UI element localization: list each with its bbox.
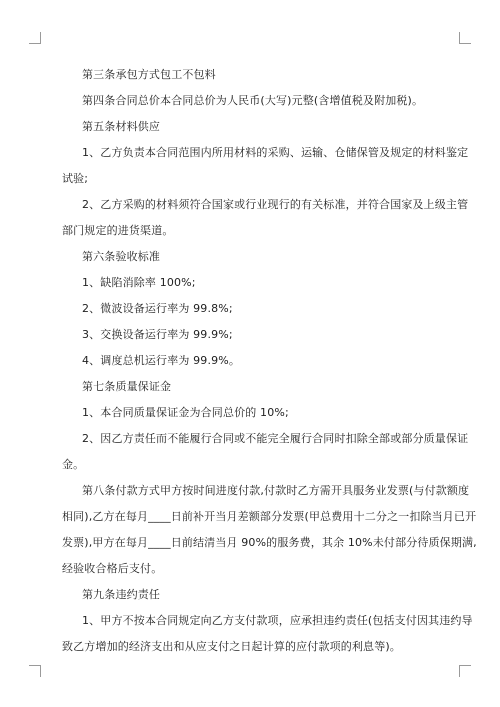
article-8-line-2: 相同),乙方在每月____日前补开当月差额部分发票(甲总费用十二分之一扣除当月已开 (62, 510, 477, 523)
article-5-item-1-line-2: 试验; (62, 172, 89, 185)
crop-mark-bottom-left-v (40, 665, 41, 677)
crop-mark-bottom-right-h (460, 665, 471, 666)
article-7-item-1: 1、本合同质量保证金为合同总价的 10%; (82, 406, 289, 419)
article-6-item-1: 1、缺陷消除率 100%; (82, 276, 196, 289)
crop-mark-bottom-left-h (29, 665, 40, 666)
article-6-item-4: 4、调度总机运行率为 99.9%。 (82, 354, 240, 367)
article-7-item-2-line-2: 金。 (62, 458, 85, 471)
crop-mark-top-left-h (29, 43, 40, 44)
article-4-text: 第四条合同总价本合同总价为人民币(大写)元整(含增值税及附加税)。 (82, 94, 424, 107)
article-8-line-3: 发票),甲方在每月____日前结清当月 90%的服务费，其余 10%未付部分待质保期满, (62, 536, 477, 549)
article-9-item-1-line-2: 致乙方增加的经济支出和从应支付之日起计算的应付款项的利息等)。 (62, 640, 401, 653)
article-8-line-1: 第八条付款方式甲方按时间进度付款,付款时乙方需开具服务业发票(与付款额度 (82, 484, 470, 497)
article-5-item-1-line-1: 1、乙方负责本合同范围内所用材料的采购、运输、仓储保管及规定的材料鉴定 (82, 146, 469, 159)
article-9-item-1-line-1: 1、甲方不按本合同规定向乙方支付款项，应承担违约责任(包括支付因其违约导 (82, 614, 473, 627)
crop-mark-top-right-h (460, 43, 471, 44)
article-5-item-2-line-1: 2、乙方采购的材料须符合国家或行业现行的有关标准，并符合国家及上级主管 (82, 198, 469, 211)
article-8-line-4: 经验收合格后支付。 (62, 562, 163, 575)
article-7-item-2-line-1: 2、因乙方责任而不能履行合同或不能完全履行合同时扣除全部或部分质量保证 (82, 432, 469, 445)
article-6-heading: 第六条验收标准 (82, 250, 161, 263)
article-5-item-2-line-2: 部门规定的进货渠道。 (62, 224, 174, 237)
article-6-item-3: 3、交换设备运行率为 99.9%; (82, 328, 233, 341)
article-3-heading: 第三条承包方式包工不包料 (82, 68, 216, 81)
article-6-item-2: 2、微波设备运行率为 99.8%; (82, 302, 233, 315)
crop-mark-top-right-v (459, 32, 460, 44)
crop-mark-bottom-right-v (459, 665, 460, 677)
article-5-heading: 第五条材料供应 (82, 120, 161, 133)
crop-mark-top-left-v (40, 32, 41, 44)
article-9-heading: 第九条违约责任 (82, 588, 161, 601)
article-7-heading: 第七条质量保证金 (82, 380, 172, 393)
